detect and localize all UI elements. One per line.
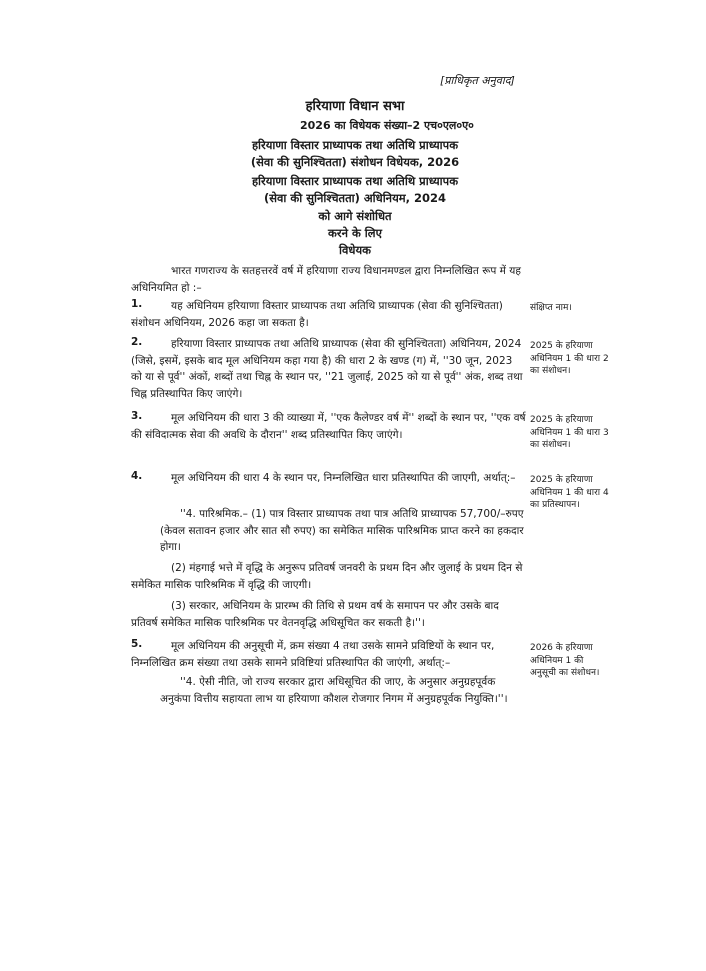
preamble: भारत गणराज्य के सतहत्तरवें वर्ष में हरियाणा राज्य विधानमण्डल द्वारा निम्नलिखित रूप में यह अधिनियमित हो :– bbox=[131, 265, 521, 294]
act-name bbox=[100, 173, 610, 207]
section-number-1: 1. bbox=[131, 298, 143, 310]
section-text-2: हरियाणा विस्तार प्राध्यापक तथा अतिथि प्राध्यापक (सेवा की सुनिश्चितता) अधिनियम, 2024 (जिसे, इसमें, इसके बाद मूल अधिनियम कहा गया है) की धारा 2 के खण्ड (ग) में, ''30 जून, 2023 को या से पूर्व'' अंकों, शब्दों तथा चिह्न के स्थान पर, ''21 जुलाई, 2025 को या से पूर्व'' अंक, शब्द तथा चिह्न प्रतिस्थापित किए जाएंगे। bbox=[131, 338, 523, 400]
margin-note-5: 2026 के हरियाणा अधिनियम 1 की अनुसूची का संशोधन। bbox=[530, 643, 600, 678]
margin-note-3: 2025 के हरियाणा अधिनियम 1 की धारा 3 का संशोधन। bbox=[530, 415, 609, 450]
section-text-1: यह अधिनियम हरियाणा विस्तार प्राध्यापक तथा अतिथि प्राध्यापक (सेवा की सुनिश्चितता) संशोधन अधिनियम, 2026 कहा जा सकता है। bbox=[131, 300, 503, 329]
bill-title-line-2: (सेवा की सुनिश्चितता) संशोधन विधेयक, 2026 bbox=[250, 155, 460, 169]
section-number-4: 4. bbox=[131, 470, 143, 482]
section-number-3: 3. bbox=[131, 410, 143, 422]
bill-number: 2026 का विधेयक संख्या–2 एच०एल०ए० bbox=[300, 119, 474, 132]
purpose-line-1: को आगे संशोधित bbox=[318, 209, 392, 223]
assembly-heading: हरियाणा विधान सभा bbox=[305, 99, 405, 114]
section-number-2: 2. bbox=[131, 336, 143, 348]
margin-note-4: 2025 के हरियाणा अधिनियम 1 की धारा 4 का प्रतिस्थापन। bbox=[530, 475, 609, 510]
margin-note-1: संक्षिप्त नाम। bbox=[530, 303, 572, 313]
bill-word-heading: विधेयक bbox=[339, 243, 371, 257]
section4-quote-p1: ''4. पारिश्रमिक.– (1) पात्र विस्तार प्राध्यापक तथा पात्र अतिथि प्राध्यापक 57,700/–रुपए (केवल सतावन हजार और सात सौ रुपए) का समेकित मासिक पारिश्रमिक प्राप्त करने का हकदार होगा। bbox=[160, 508, 524, 553]
purpose-line-2: करने के लिए bbox=[328, 226, 382, 240]
section5-quote: ''4. ऐसी नीति, जो राज्य सरकार द्वारा अधिसूचित की जाए, के अनुसार अनुग्रहपूर्वक अनुकंपा वित्तीय सहायता लाभ या हरियाणा कौशल रोजगार निगम में अनुग्रहपूर्वक नियुक्ति।''। bbox=[160, 676, 508, 705]
bill-title-line-1: हरियाणा विस्तार प्राध्यापक तथा अतिथि प्राध्यापक bbox=[251, 138, 459, 152]
act-name-line-2: (सेवा की सुनिश्चितता) अधिनियम, 2024 bbox=[264, 191, 446, 205]
act-name-line-1: हरियाणा विस्तार प्राध्यापक तथा अतिथि प्राध्यापक bbox=[251, 174, 459, 188]
authorized-translation-tag: [प्राधिकृत अनुवाद] bbox=[440, 74, 515, 87]
section4-quote-p2: (2) मंहगाई भत्ते में वृद्धि के अनुरूप प्रतिवर्ष जनवरी के प्रथम दिन और जुलाई के प्रथम दिन से समेकित मासिक पारिश्रमिक में वृद्धि की जाएगी। bbox=[131, 562, 523, 591]
purpose-lines bbox=[100, 208, 610, 242]
margin-note-2: 2025 के हरियाणा अधिनियम 1 की धारा 2 का संशोधन। bbox=[530, 341, 609, 376]
bill-title bbox=[100, 137, 610, 171]
section-text-3: मूल अधिनियम की धारा 3 की व्याख्या में, ''एक कैलेण्डर वर्ष में'' शब्दों के स्थान पर, ''एक वर्ष की संविदात्मक सेवा की अवधि के दौरान'' शब्द प्रतिस्थापित किए जाएंगे। bbox=[131, 412, 526, 441]
section-text-5: मूल अधिनियम की अनुसूची में, क्रम संख्या 4 तथा उसके सामने प्रविष्टियों के स्थान पर, निम्नलिखित क्रम संख्या तथा उसके सामने प्रविष्टियां प्रतिस्थापित की जाएंगी, अर्थात्:– bbox=[131, 640, 495, 669]
section-text-4: मूल अधिनियम की धारा 4 के स्थान पर, निम्नलिखित धारा प्रतिस्थापित की जाएगी, अर्थात्:– bbox=[171, 472, 516, 484]
section4-quote-p3: (3) सरकार, अधिनियम के प्रारम्भ की तिथि से प्रथम वर्ष के समापन पर और उसके बाद प्रतिवर्ष समेकित मासिक पारिश्रमिक पर वेतनवृद्धि अधिसूचित कर सकती है।''। bbox=[131, 600, 499, 629]
section-number-5: 5. bbox=[131, 638, 143, 650]
